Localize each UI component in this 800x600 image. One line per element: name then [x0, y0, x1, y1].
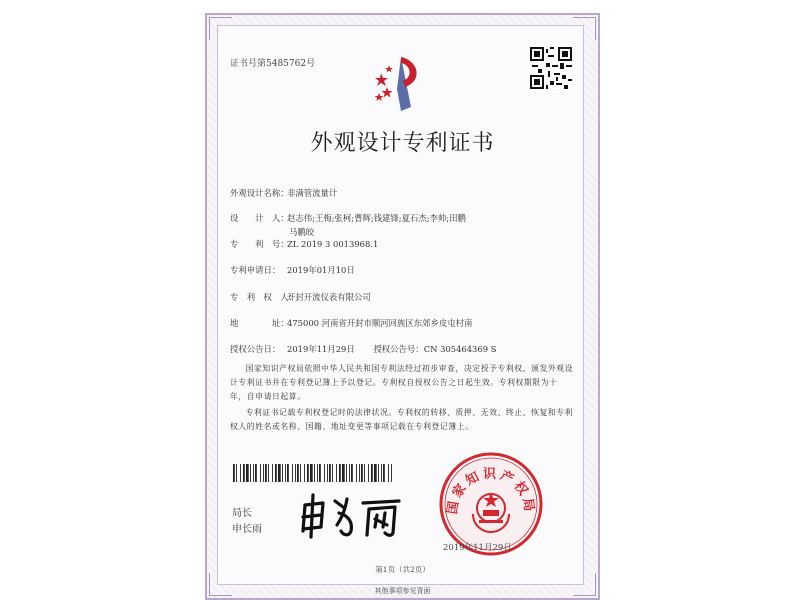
barcode-bar: [275, 464, 277, 482]
barcode-bar: [260, 464, 261, 482]
barcode-bar: [329, 464, 331, 482]
barcode-bar: [304, 464, 305, 482]
field-label: 专 利 权 人：: [230, 292, 297, 302]
design-name-row: [230, 187, 337, 199]
certificate-statement: 国家知识产权局依照中华人民共和国专利法经过初步审查，决定授予专利权，颁发外观设计专利证书并在专利登记簿上予以登记。专利权自授权公告之日起生效。专利权期限为十年，自申请日起算。: [230, 364, 574, 401]
barcode-bar: [351, 464, 353, 482]
barcode-bar: [317, 464, 318, 482]
barcode-bar: [368, 464, 369, 482]
field-value: 2019年01月10日: [287, 265, 355, 275]
patent-certificate: [205, 13, 600, 600]
barcode-bar: [332, 464, 333, 482]
certificate-number: 证书号第5485762号: [230, 59, 316, 69]
field-label: 专 利 号：: [230, 239, 289, 249]
barcode-bar: [307, 464, 309, 482]
designer-row: [230, 212, 466, 238]
barcode-bar: [250, 464, 251, 482]
barcode-bar: [342, 464, 345, 482]
barcode-bar: [346, 464, 347, 482]
field-value: 赵志伟;王梅;张柯;曹辉;钱建锋;夏石杰;李帅;田鹏: [287, 213, 466, 223]
barcode-bar: [268, 464, 269, 482]
barcode-bar: [381, 464, 382, 482]
barcode-bar: [359, 464, 360, 482]
field-value: CN 305464369 S: [423, 344, 497, 354]
barcode-bar: [265, 464, 267, 482]
barcode-bar: [364, 464, 365, 482]
barcode-bar: [292, 464, 293, 482]
field-label: 授权公告号：: [373, 344, 424, 354]
barcode-bar: [278, 464, 281, 482]
field-value: ZL 2019 3 0013968.1: [287, 239, 379, 249]
barcode: [233, 464, 393, 482]
barcode-bar: [314, 464, 315, 482]
barcode-bar: [297, 464, 299, 482]
barcode-bar: [391, 464, 392, 482]
barcode-bar: [327, 464, 328, 482]
qr-code-icon: [530, 47, 572, 89]
field-label: 设 计 人：: [230, 213, 289, 223]
barcode-bar: [253, 464, 254, 482]
see-back-note: 其他事项参见背面: [374, 587, 431, 595]
address-row: [230, 317, 472, 329]
barcode-bar: [349, 464, 350, 482]
field-label: 授权公告日：: [230, 344, 281, 354]
certificate-title: 外观设计专利证书: [310, 131, 495, 156]
barcode-bar: [300, 464, 301, 482]
barcode-bar: [361, 464, 363, 482]
patentee-row: [230, 291, 371, 303]
grant-row: [230, 343, 496, 355]
field-value: 马鹏皎: [289, 227, 315, 237]
barcode-bar: [282, 464, 283, 482]
field-value: 开封开流仪表有限公司: [287, 292, 371, 302]
barcode-bar: [243, 464, 245, 482]
barcode-bar: [310, 464, 313, 482]
field-label: 外观设计名称：: [230, 188, 289, 198]
patent-office-logo: [371, 51, 431, 115]
barcode-bar: [388, 464, 389, 482]
barcode-bar: [356, 464, 357, 482]
page-indicator: 第1页（共2页）: [375, 565, 430, 574]
barcode-bar: [285, 464, 286, 482]
barcode-bar: [336, 464, 337, 482]
barcode-bar: [319, 464, 321, 482]
barcode-bar: [374, 464, 377, 482]
field-label: 地 址：: [230, 318, 289, 328]
barcode-bar: [240, 464, 241, 482]
seal-date: 2019年11月29日: [443, 543, 512, 553]
barcode-bar: [378, 464, 379, 482]
seal-text: 国家知识产权局: [445, 467, 537, 516]
filing-date-row: [230, 264, 355, 276]
patent-number-row: [230, 238, 378, 250]
barcode-bar: [371, 464, 373, 482]
barcode-bar: [295, 464, 296, 482]
corner-ornament: [573, 17, 596, 40]
barcode-bar: [272, 464, 273, 482]
barcode-bar: [246, 464, 249, 482]
chief-name: 申长雨: [232, 524, 262, 535]
legal-status-note: 专利证书记载专利权登记时的法律状况。专利权的转移、质押、无效、终止、恢复和专利权人的姓名或名称、国籍、地址变更等事项记载在专利登记簿上。: [230, 408, 574, 431]
field-value: 非满管流量计: [287, 188, 338, 198]
barcode-bar: [263, 464, 264, 482]
chief-title: 局长: [232, 508, 252, 519]
barcode-bar: [233, 464, 235, 482]
barcode-bar: [339, 464, 341, 482]
handwritten-signature: [297, 491, 407, 541]
field-value: 475000 河南省开封市顺河回族区东郊乡皮屯村南: [287, 318, 473, 328]
corner-ornament: [209, 17, 232, 40]
barcode-bar: [383, 464, 385, 482]
barcode-bar: [255, 464, 257, 482]
field-value: 2019年11月29日: [287, 344, 355, 354]
field-label: 专利申请日：: [230, 265, 281, 275]
barcode-bar: [324, 464, 325, 482]
barcode-bar: [287, 464, 289, 482]
barcode-bar: [236, 464, 237, 482]
